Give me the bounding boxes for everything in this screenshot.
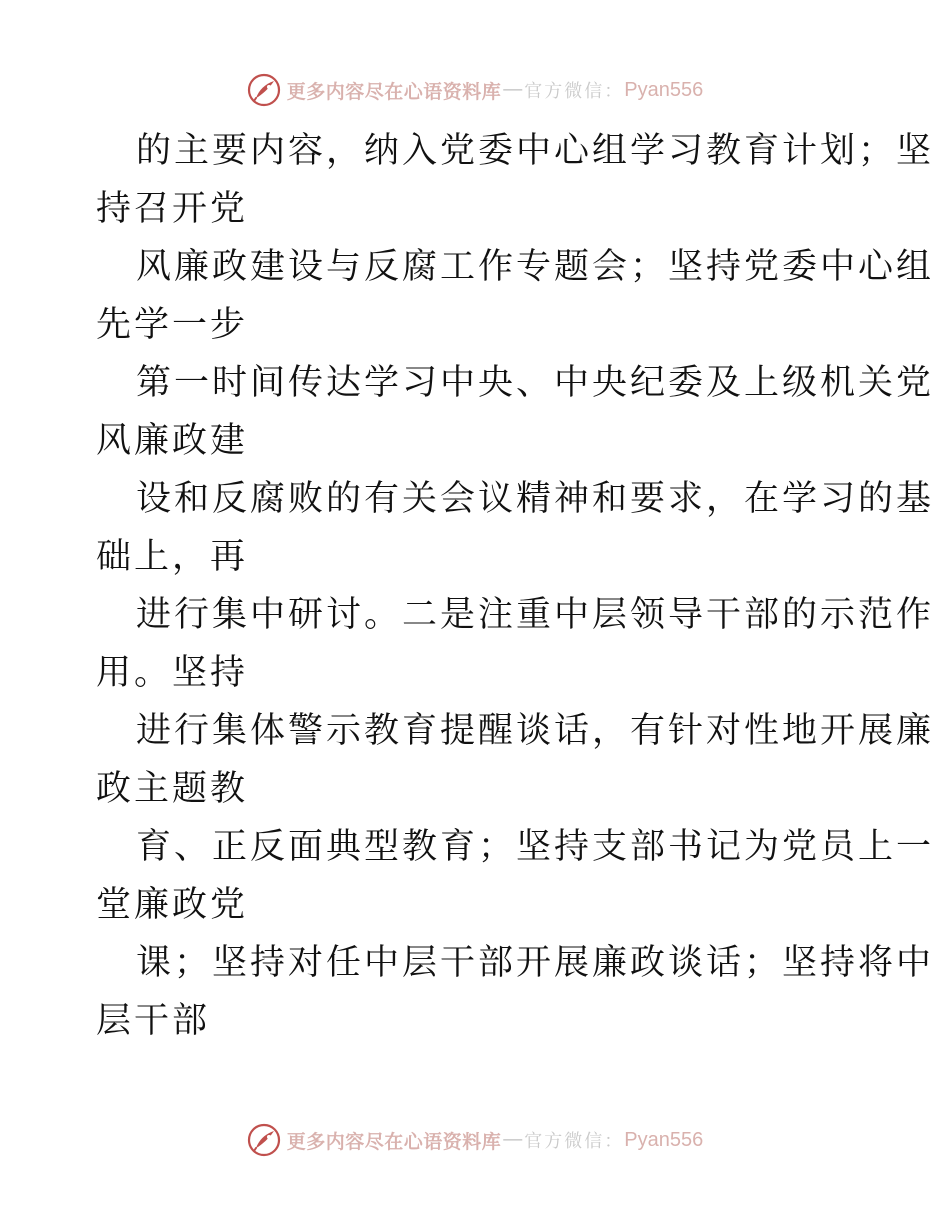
- paragraph-line: 础上，再: [96, 537, 249, 577]
- watermark-brand-text: 更多内容尽在心语资料库: [286, 1130, 502, 1153]
- watermark-wechat-id: Pyan556: [624, 78, 704, 101]
- watermark-label: 官方微信：: [524, 81, 625, 102]
- paragraph-line: 持召开党: [96, 189, 249, 229]
- paragraph-line: 设和反腐败的有关会议精神和要求，在学习的基: [136, 479, 935, 519]
- paragraph-line: 第一时间传达学习中央、中央纪委及上级机关党: [136, 363, 935, 403]
- paragraph-line: 课；坚持对任中层干部开展廉政谈话；坚持将中: [136, 943, 935, 983]
- paragraph-line: 进行集体警示教育提醒谈话，有针对性地开展廉: [136, 711, 935, 751]
- feather-pen-logo-icon: [247, 73, 281, 107]
- paragraph-line: 先学一步: [96, 305, 249, 345]
- watermark-separator: —: [503, 79, 523, 100]
- paragraph-line: 的主要内容，纳入党委中心组学习教育计划；坚: [136, 131, 935, 171]
- paragraph-line: 用。坚持: [96, 653, 249, 693]
- paragraph-line: 堂廉政党: [96, 885, 249, 925]
- watermark-label: 官方微信：: [524, 1131, 625, 1152]
- paragraph-line: 层干部: [96, 1001, 211, 1041]
- watermark-separator: —: [503, 1129, 523, 1150]
- paragraph-line: 风廉政建设与反腐工作专题会；坚持党委中心组: [136, 247, 935, 287]
- watermark-brand-text: 更多内容尽在心语资料库: [286, 80, 502, 103]
- paragraph-line: 育、正反面典型教育；坚持支部书记为党员上一: [136, 827, 935, 867]
- feather-pen-logo-icon: [247, 1123, 281, 1157]
- watermark-wechat-id: Pyan556: [624, 1128, 704, 1151]
- paragraph-line: 进行集中研讨。二是注重中层领导干部的示范作: [136, 595, 935, 635]
- footer-watermark: [0, 1120, 950, 1160]
- paragraph-line: 政主题教: [96, 769, 249, 809]
- paragraph-line: 风廉政建: [96, 421, 249, 461]
- header-watermark: [0, 70, 950, 110]
- document-body: [96, 122, 935, 1050]
